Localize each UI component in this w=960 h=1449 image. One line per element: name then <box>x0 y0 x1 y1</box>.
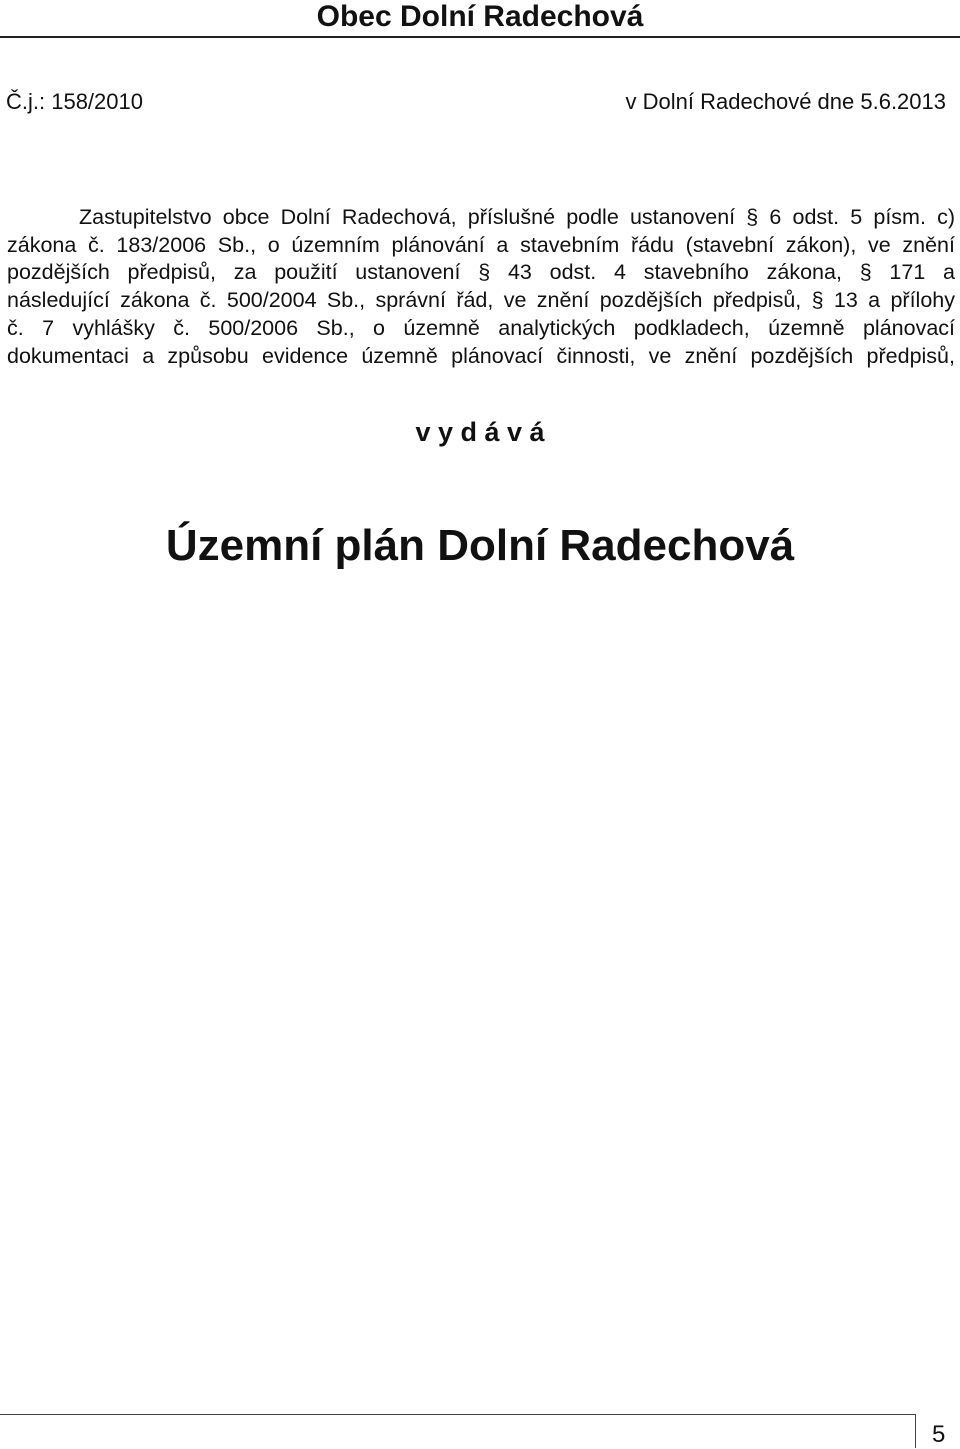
footer-divider <box>0 1414 916 1415</box>
page-title: Obec Dolní Radechová <box>316 0 644 33</box>
preamble-line: dokumentaci a způsobu evidence územně plánovací činnosti, ve znění pozdějších předpisů, <box>7 343 955 368</box>
preamble-line: Zastupitelstvo obce Dolní Radechová, příslušné podle ustanovení § 6 odst. 5 písm. c) <box>79 205 955 229</box>
header-divider <box>0 36 960 38</box>
place-date: v Dolní Radechové dne 5.6.2013 <box>625 89 946 114</box>
reference-number: Č.j.: 158/2010 <box>6 89 143 114</box>
issues-heading: v y d á v á <box>415 417 545 447</box>
page-number: 5 <box>932 1421 946 1448</box>
preamble-line: následující zákona č. 500/2004 Sb., správní řád, ve znění pozdějších předpisů, § 13 a přílohy <box>7 288 955 313</box>
preamble-line: č. 7 vyhlášky č. 500/2006 Sb., o územně analytických podkladech, územně plánovací <box>7 315 955 340</box>
footer-divider-vertical <box>915 1414 916 1448</box>
plan-title: Územní plán Dolní Radechová <box>165 521 795 570</box>
preamble-paragraph <box>7 204 955 370</box>
preamble-line: zákona č. 183/2006 Sb., o územním plánování a stavebním řádu (stavební zákon), ve znění <box>7 232 955 257</box>
preamble-line: pozdějších předpisů, za použití ustanovení § 43 odst. 4 stavebního zákona, § 171 a <box>7 260 955 285</box>
